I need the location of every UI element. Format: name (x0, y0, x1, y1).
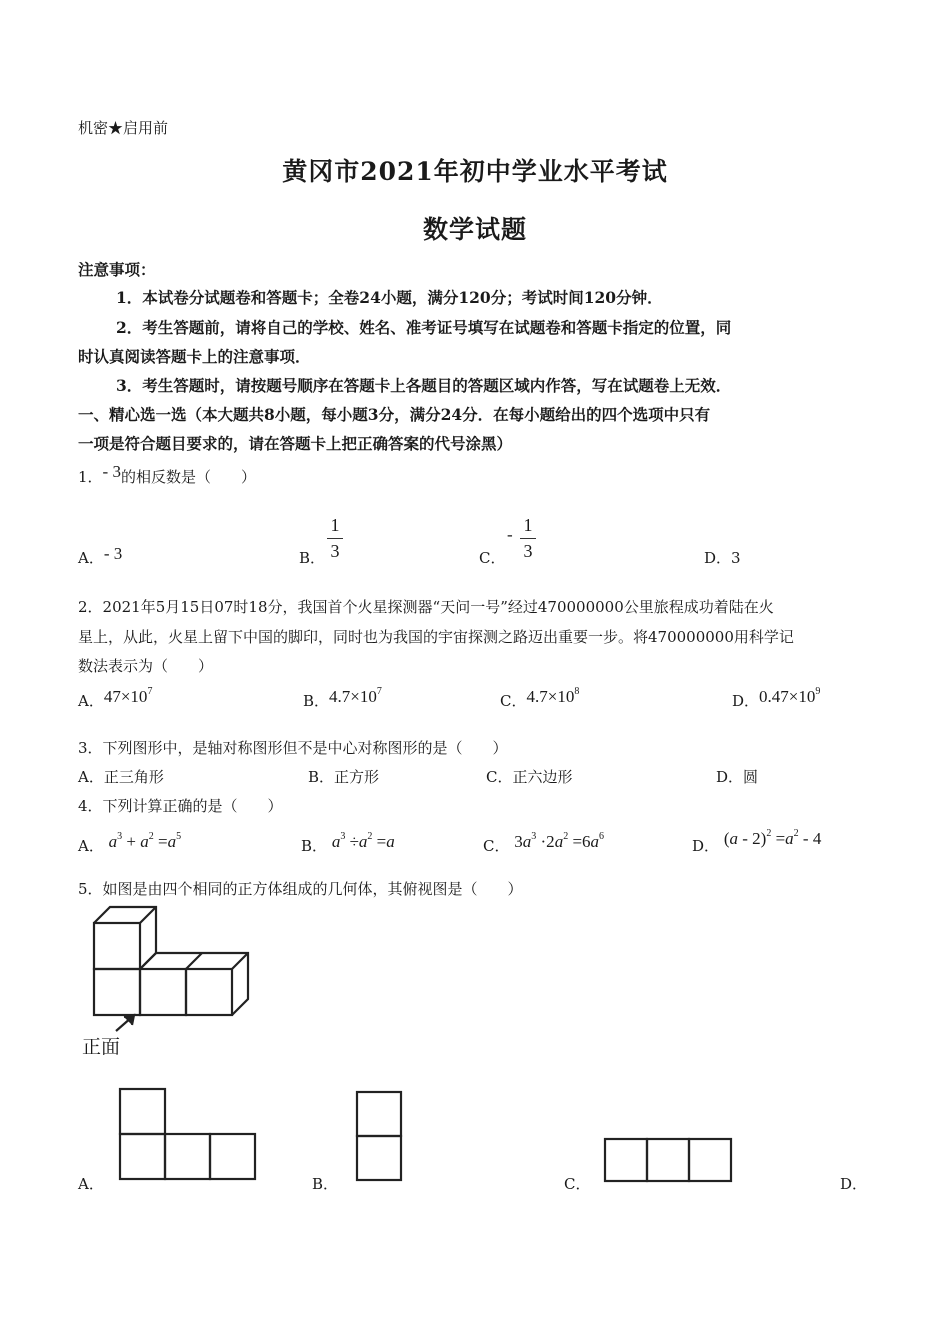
q3-option-d: D．圆 (716, 768, 759, 786)
exp: 2 (148, 831, 154, 842)
q4-option-a (78, 831, 182, 856)
op-eq: = (771, 829, 786, 848)
q3-option-c: C．正六边形 (486, 768, 573, 786)
q1-option-c-numerator: 1 (523, 515, 533, 535)
exam-title: 黄冈市2021年初中学业水平考试 (282, 157, 668, 186)
exp: 6 (599, 831, 605, 842)
confidential-mark: 机密★启用前 (78, 119, 169, 137)
q3-option-a: A．正三角形 (78, 768, 164, 786)
q1-option-b-numerator: 1 (330, 515, 340, 535)
q1-option-c-denominator: 3 (523, 541, 533, 561)
op-dot: ·2 (536, 832, 555, 851)
q4-option-c-label: C． (483, 837, 510, 855)
q1-number: 1． (78, 468, 103, 486)
q1-option-b-denominator: 3 (330, 541, 340, 561)
q2-option-d-label: D． (732, 692, 760, 710)
cube-front-face (94, 969, 140, 1015)
q1-option-b-fraction (327, 515, 343, 562)
square-cell (605, 1139, 647, 1181)
q2-option-a-label: A． (78, 692, 104, 710)
q1-option-a-label: A． (78, 549, 104, 567)
square-cell (165, 1134, 210, 1179)
op-plus: + (122, 832, 141, 851)
q5-stem: 5．如图是由四个相同的正方体组成的几何体，其俯视图是（ ） (78, 880, 523, 898)
q4-option-b-label: B． (301, 837, 328, 855)
exp: 5 (176, 831, 182, 842)
square-cell (357, 1136, 401, 1180)
var-a: a (590, 832, 600, 851)
q3-option-b: B．正方形 (308, 768, 380, 786)
q1-option-a (78, 544, 123, 568)
q2-option-a (78, 686, 153, 711)
q1-text: 的相反数是（ ） (120, 468, 256, 486)
fraction-bar (520, 538, 536, 539)
notice-item-2-line1: 2．考生答题前，请将自己的学校、姓名、准考证号填写在试题卷和答题卡指定的位置，同 (116, 318, 732, 337)
q2-option-b-base: 4.7×10 (329, 687, 377, 706)
q5-option-d-label: D． (840, 1175, 868, 1193)
q4-option-d-label: D． (692, 837, 720, 855)
q1-option-a-math: - 3 (103, 544, 123, 563)
q5-option-b-figure (355, 1090, 405, 1182)
var-a: a (108, 832, 118, 851)
q4-option-b (301, 831, 395, 856)
q5-solid-figure (88, 903, 258, 1033)
var-a: a (140, 832, 149, 851)
exp: 3 (340, 831, 346, 842)
minus-four: - 4 (798, 829, 822, 848)
cube-edge (186, 953, 202, 969)
op-div: ÷ (345, 832, 359, 851)
cube-edge (140, 907, 156, 923)
minus-two: - 2) (737, 829, 767, 848)
q2-option-c-exp: 8 (574, 686, 580, 697)
q1-math: - 3 (102, 462, 121, 481)
square-cell (120, 1089, 165, 1134)
q5-option-c-label: C． (564, 1175, 591, 1193)
q1-option-c-fraction (520, 515, 536, 562)
q2-line2: 星上，从此，火星上留下中国的脚印，同时也为我国的宇宙探测之路迈出重要一步。将470000000用科学记 (78, 628, 794, 646)
q2-option-d-exp: 9 (815, 686, 821, 697)
square-cell (210, 1134, 255, 1179)
cube-edge (232, 953, 248, 969)
exam-subtitle: 数学试题 (422, 215, 527, 244)
var-a: a (785, 829, 794, 848)
var-a: a (331, 832, 341, 851)
var-a: a (386, 832, 395, 851)
q3-stem: 3．下列图形中，是轴对称图形但不是中心对称图形的是（ ） (78, 739, 508, 757)
q4-stem: 4．下列计算正确的是（ ） (78, 797, 283, 815)
exp: 2 (793, 828, 799, 839)
exp: 3 (531, 831, 537, 842)
q1-option-d: D．3 (704, 549, 741, 567)
q2-option-c-base: 4.7×10 (526, 687, 575, 706)
exp: 3 (117, 831, 123, 842)
square-cell (647, 1139, 689, 1181)
q1-option-c-label: C． (479, 549, 506, 567)
op-eq: = (153, 832, 168, 851)
q2-line3: 数法表示为（ ） (78, 657, 214, 675)
q5-option-b-label: B． (312, 1175, 339, 1193)
op-eq: =6 (568, 832, 591, 851)
var-a: a (522, 832, 532, 851)
exp: 2 (563, 831, 569, 842)
q1-stem (78, 462, 256, 487)
q4-option-c (483, 831, 605, 856)
notice-item-2-line2: 时认真阅读答题卡上的注意事项． (78, 347, 311, 366)
notice-heading: 注意事项： (78, 260, 156, 279)
section1-line2: 一项是符合题目要求的，请在答题卡上把正确答案的代号涂黑） (78, 434, 513, 453)
square-cell (120, 1134, 165, 1179)
front-label: 正面 (82, 1036, 121, 1058)
q5-option-a-figure (118, 1087, 258, 1183)
var-a: a (729, 829, 738, 848)
cube-front-face (140, 969, 186, 1015)
q1-option-c-sign: - (507, 525, 513, 544)
q5-option-a-label: A． (78, 1175, 104, 1193)
paren-open: ( (723, 829, 730, 848)
notice-item-1: 1．本试卷分试题卷和答题卡；全卷24小题，满分120分；考试时间120分钟． (116, 288, 663, 307)
q2-option-a-base: 47×10 (103, 687, 148, 706)
q2-option-d (732, 686, 821, 711)
exp: 2 (766, 828, 772, 839)
cube-front-face (186, 969, 232, 1015)
var-a: a (358, 832, 368, 851)
fraction-bar (327, 538, 343, 539)
q2-option-a-exp: 7 (147, 686, 153, 697)
coef: 3 (514, 832, 523, 851)
q4-option-a-label: A． (78, 837, 104, 855)
square-cell (689, 1139, 731, 1181)
q2-option-c (500, 686, 580, 711)
q5-option-c-figure (603, 1137, 733, 1185)
q1-option-b-label: B． (299, 549, 326, 567)
q4-option-d (692, 828, 822, 856)
exp: 2 (367, 831, 373, 842)
var-a: a (167, 832, 177, 851)
cube-front-face (94, 923, 140, 969)
q2-option-c-label: C． (500, 692, 527, 710)
square-cell (357, 1092, 401, 1136)
section1-line1: 一、精心选一选（本大题共8小题，每小题3分，满分24分．在每小题给出的四个选项中只有 (78, 405, 711, 424)
q2-option-b-exp: 7 (376, 686, 382, 697)
q2-option-b-label: B． (303, 692, 330, 710)
op-eq: = (372, 832, 387, 851)
q2-option-d-base: 0.47×10 (759, 687, 816, 706)
notice-item-3: 3．考生答题时，请按题号顺序在答题卡上各题目的答题区域内作答，写在试题卷上无效． (116, 376, 732, 395)
var-a: a (554, 832, 564, 851)
q2-line1: 2．2021年5月15日07时18分，我国首个火星探测器“天问一号”经过470000000公里旅程成功着陆在火 (78, 598, 774, 616)
q2-option-b (303, 686, 382, 711)
